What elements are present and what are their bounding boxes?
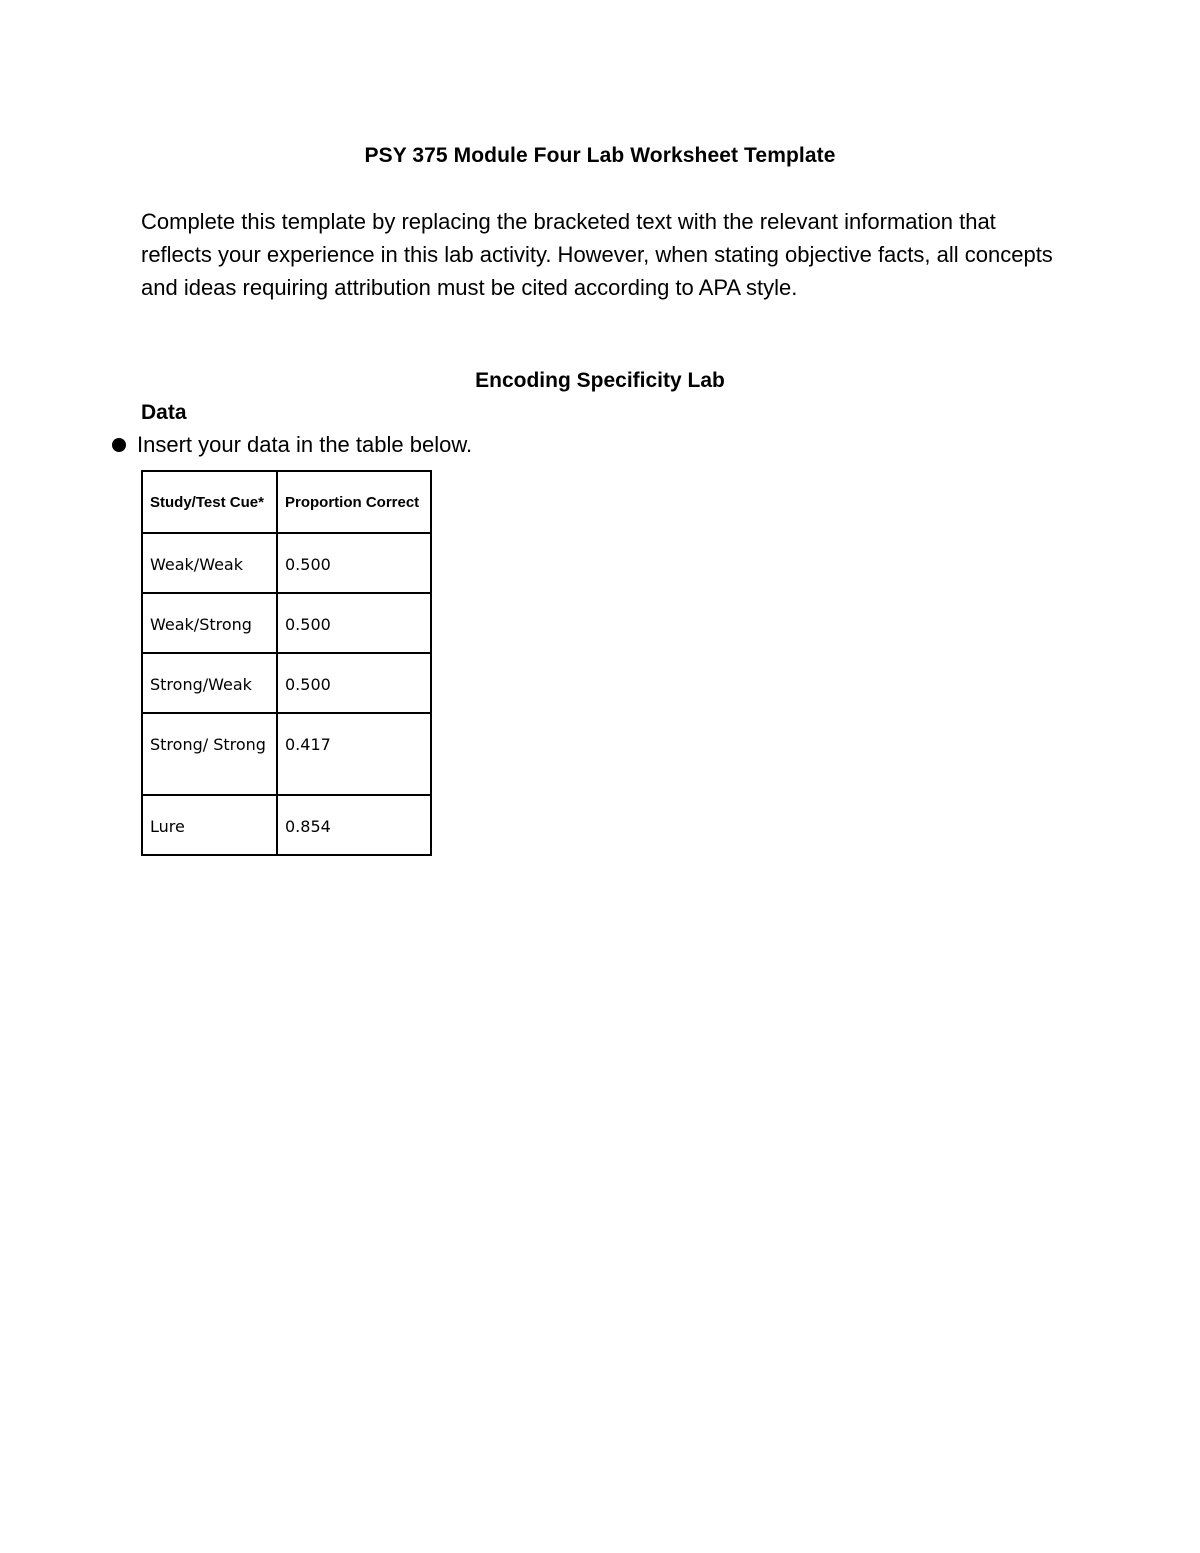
intro-paragraph: Complete this template by replacing the bracketed text with the relevant information that reflects your experience in this lab activity. However, when stating objective facts, all concepts and ideas requiring attribution must be cited according to APA style.: [141, 209, 1053, 300]
proportion-cell: 0.417: [277, 713, 431, 795]
bullet-text: Insert your data in the table below.: [137, 432, 473, 457]
proportion-cell: 0.854: [277, 795, 431, 855]
table-row: [142, 593, 431, 653]
proportion-cell: 0.500: [277, 533, 431, 593]
section-title: Encoding Specificity Lab: [475, 369, 725, 392]
table-row: [142, 653, 431, 713]
data-table: [141, 470, 432, 856]
document-title: PSY 375 Module Four Lab Worksheet Template: [364, 144, 836, 167]
column-header-cue: Study/Test Cue*: [142, 471, 277, 533]
table-header-row: [142, 471, 431, 533]
cue-cell: Weak/Strong: [142, 593, 277, 653]
bullet-item: [112, 432, 472, 458]
cue-cell: Weak/Weak: [142, 533, 277, 593]
cue-cell: Strong/ Strong: [142, 713, 277, 795]
proportion-cell: 0.500: [277, 653, 431, 713]
data-heading: Data: [141, 401, 187, 424]
table-row: [142, 713, 431, 795]
column-header-proportion: Proportion Correct: [277, 471, 431, 533]
bullet-icon: [112, 438, 126, 452]
table-row: [142, 533, 431, 593]
cue-cell: Lure: [142, 795, 277, 855]
table-row: [142, 795, 431, 855]
cue-cell: Strong/Weak: [142, 653, 277, 713]
proportion-cell: 0.500: [277, 593, 431, 653]
